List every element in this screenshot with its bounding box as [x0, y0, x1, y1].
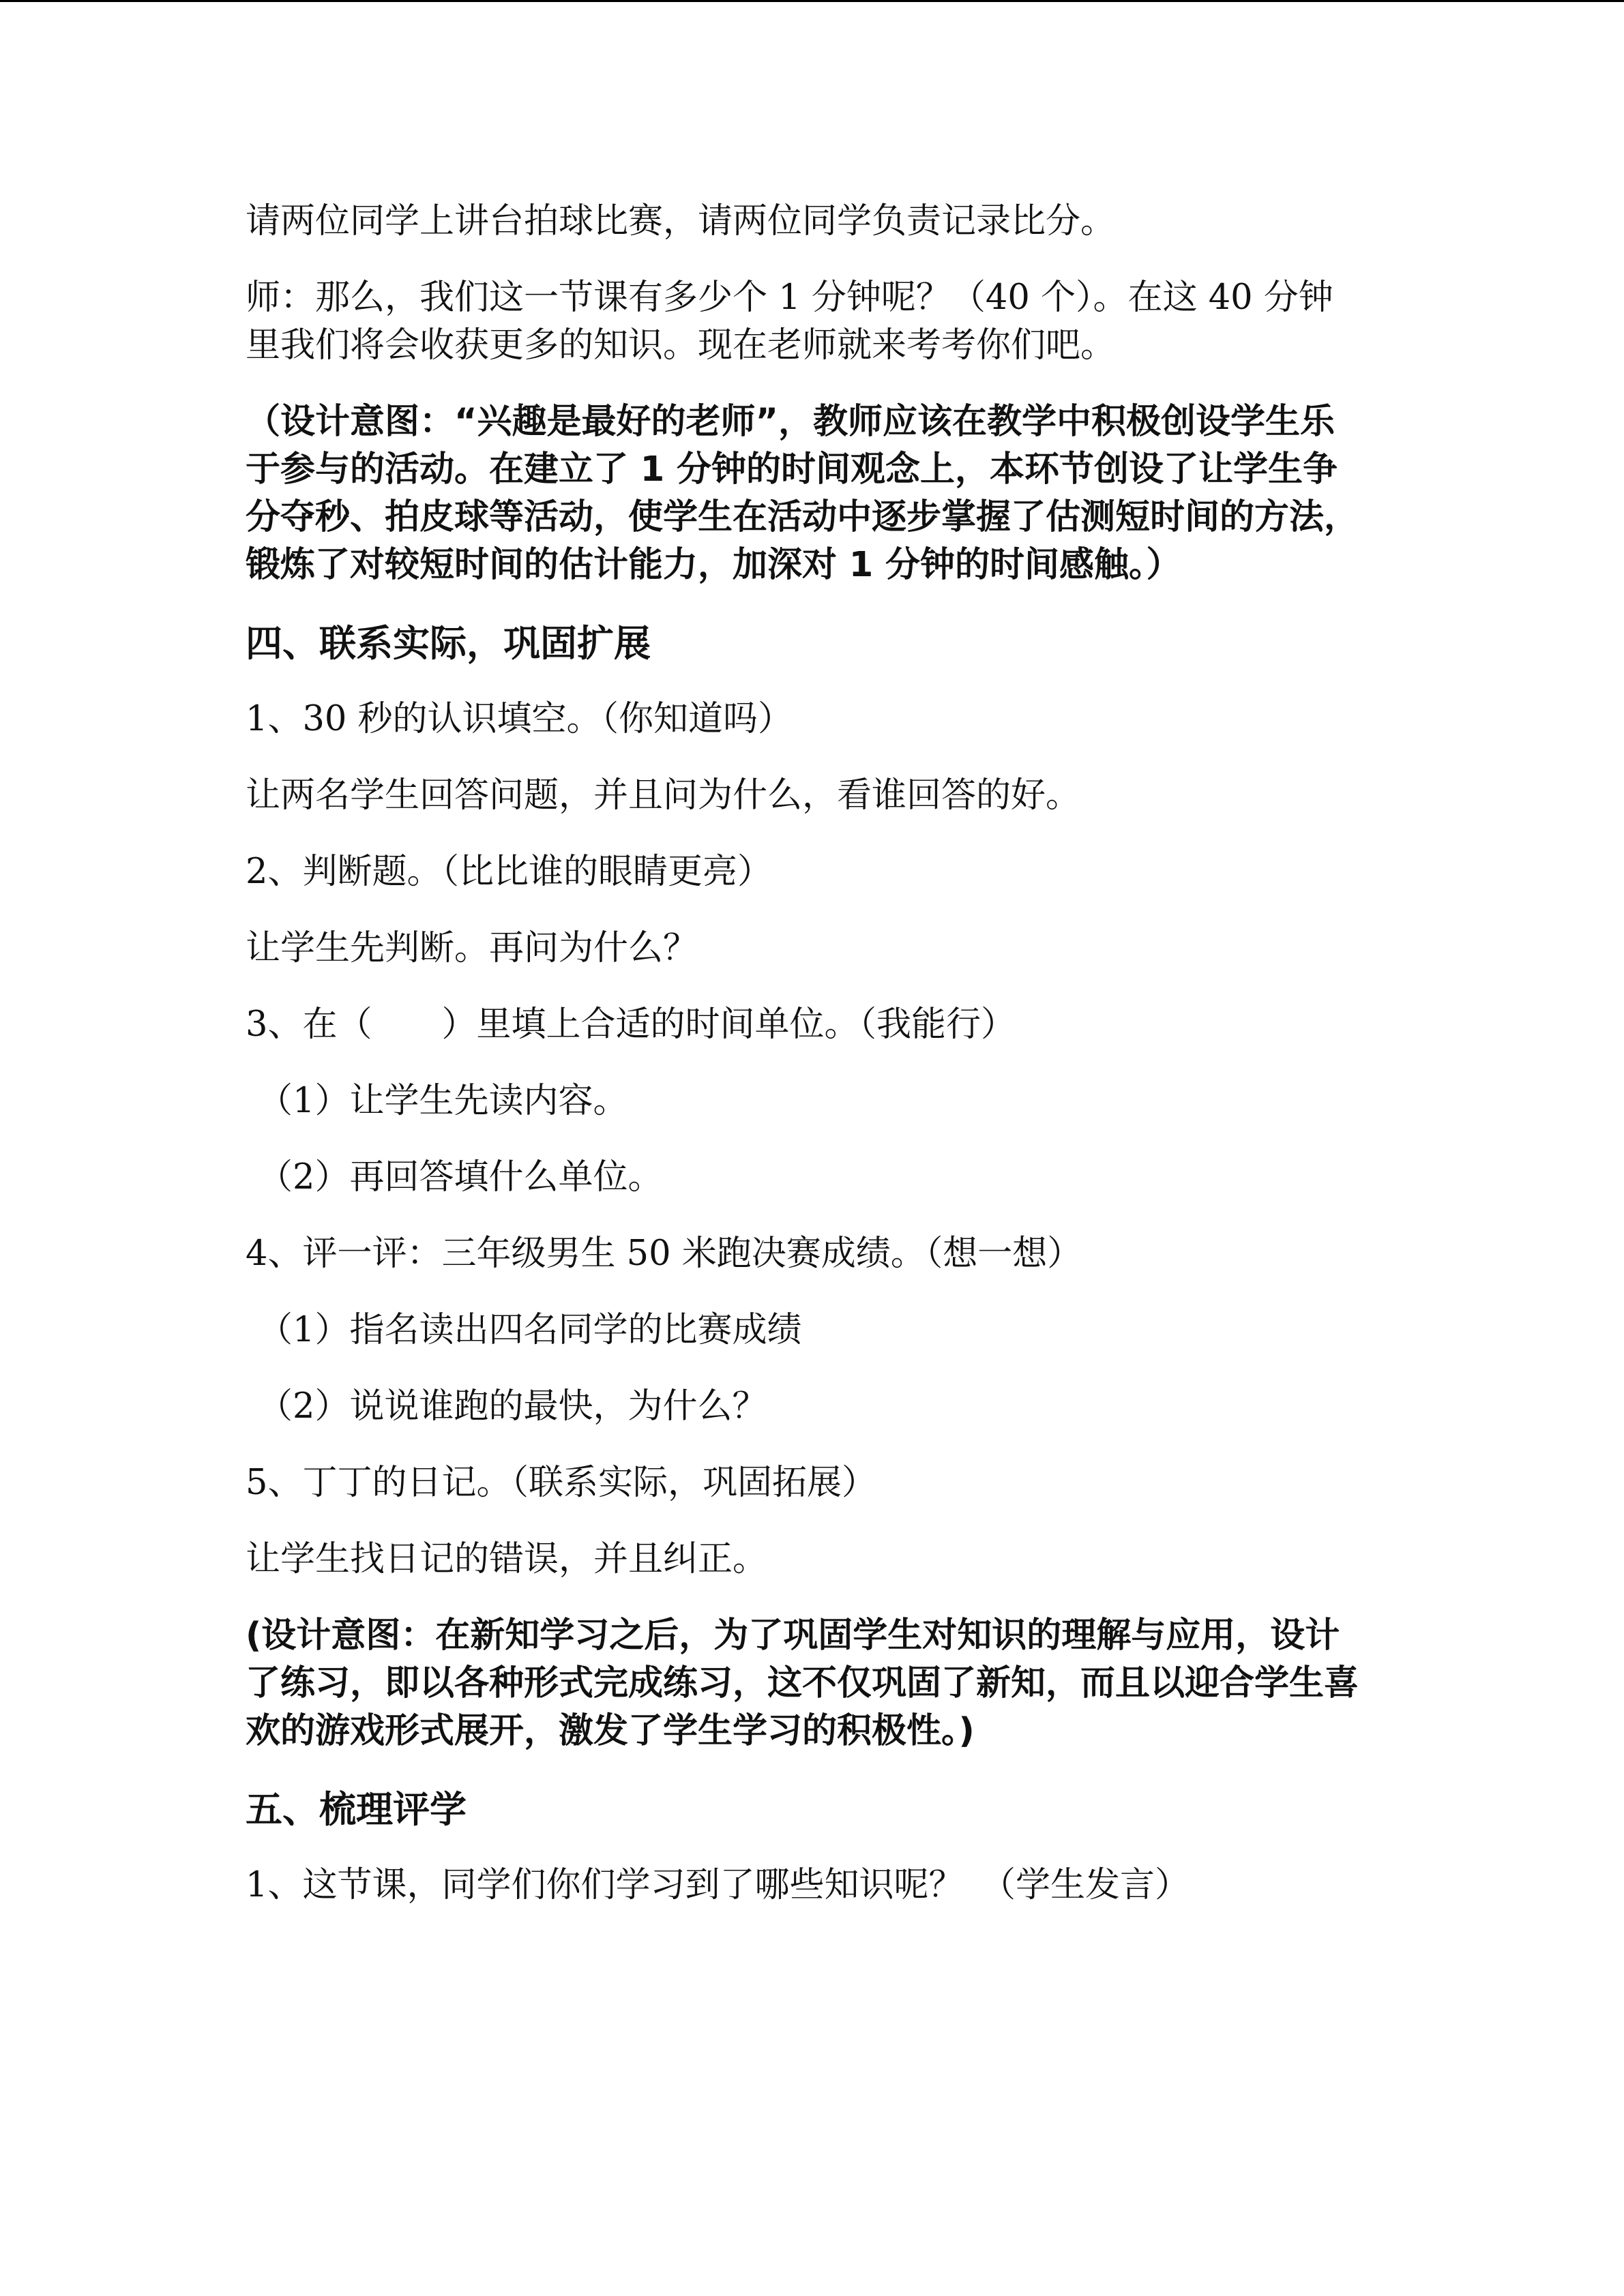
- paragraph-teacher-question: 师：那么，我们这一节课有多少个 1 分钟呢？（40 个）。在这 40 分钟里我们将会收获更多的知识。现在老师就来考考你们吧。: [246, 278, 1333, 366]
- section-heading-4: 四、联系实际，巩固扩展: [246, 622, 651, 665]
- exercise-item-1: 1、30 秒的认识填空。（你知道吗）: [246, 699, 793, 739]
- exercise-item-4: 4、评一评：三年级男生 50 米跑决赛成绩。（想一想）: [246, 1234, 1082, 1274]
- exercise-item-4-step-2: （2）说说谁跑的最快，为什么？: [258, 1386, 767, 1427]
- exercise-item-3-step-1: （1）让学生先读内容。: [258, 1081, 628, 1121]
- document-body: [246, 198, 1364, 1938]
- design-intent-note-1: （设计意图：“兴趣是最好的老师”，教师应该在教学中积极创设学生乐于参与的活动。在建立了 1 分钟的时间观念上，本环节创设了让学生争分夺秒、拍皮球等活动，使学生在活动中逐步掌握了估测短时间的方法，锻炼了对较短时间的估计能力，加深对 1 分钟的时间感触。）: [246, 402, 1359, 585]
- top-border-line: [0, 0, 1624, 2]
- paragraph-ball-game: 请两位同学上讲台拍球比赛，请两位同学负责记录比分。: [246, 201, 1116, 241]
- review-item-1: 1、这节课，同学们你们学习到了哪些知识呢？ （学生发言）: [246, 1865, 1190, 1905]
- exercise-item-2: 2、判断题。（比比谁的眼睛更亮）: [246, 852, 772, 892]
- design-intent-note-2: (设计意图：在新知学习之后，为了巩固学生对知识的理解与应用，设计了练习，即以各种形式完成练习，这不仅巩固了新知，而且以迎合学生喜欢的游戏形式展开，激发了学生学习的积极性。): [246, 1615, 1359, 1751]
- exercise-item-1-description: 让两名学生回答问题，并且问为什么，看谁回答的好。: [246, 775, 1081, 816]
- section-heading-5: 五、梳理评学: [246, 1788, 467, 1831]
- exercise-item-5-description: 让学生找日记的错误，并且纠正。: [246, 1539, 768, 1579]
- exercise-item-4-step-1: （1）指名读出四名同学的比赛成绩: [258, 1310, 802, 1350]
- exercise-item-5: 5、丁丁的日记。（联系实际，巩固拓展）: [246, 1463, 876, 1503]
- exercise-item-3-step-2: （2）再回答填什么单位。: [258, 1157, 663, 1197]
- exercise-item-3: 3、在（ ）里填上合适的时间单位。（我能行）: [246, 1004, 1016, 1045]
- exercise-item-2-description: 让学生先判断。再问为什么？: [246, 928, 698, 968]
